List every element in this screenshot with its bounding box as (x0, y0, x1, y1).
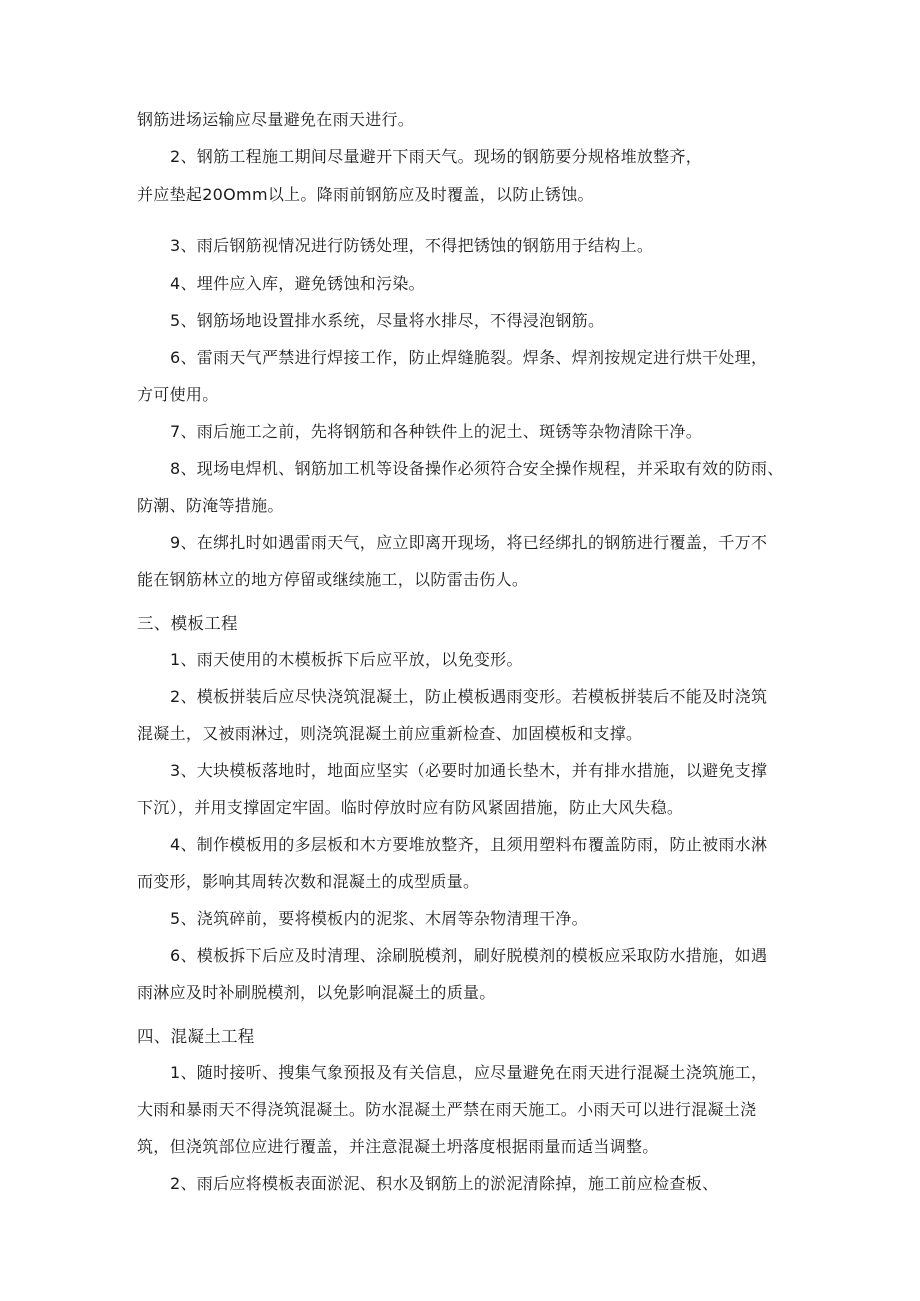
text-line: 而变形，影响其周转次数和混凝土的成型质量。 (137, 872, 480, 891)
text-line: 雨淋应及时补刷脱模剂，以免影响混凝土的质量。 (137, 983, 496, 1002)
text-line: 4、制作模板用的多层板和木方要堆放整齐，且须用塑料布覆盖防雨，防止被雨水淋 (170, 835, 768, 854)
text-line: 防潮、防淹等措施。 (137, 496, 284, 515)
text-line: 3、大块模板落地时，地面应坚实（必要时加通长垫木，并有排水措施，以避免支撑 (170, 761, 768, 780)
text-line: 1、随时接听、搜集气象预报及有关信息，应尽量避免在雨天进行混凝土浇筑施工， (170, 1063, 768, 1082)
text-line: 1、雨天使用的木模板拆下后应平放，以免变形。 (170, 650, 523, 669)
text-line: 9、在绑扎时如遇雷雨天气，应立即离开现场，将已经绑扎的钢筋进行覆盖，千万不 (170, 533, 768, 552)
text-line: 能在钢筋林立的地方停留或继续施工，以防雷击伤人。 (137, 570, 529, 589)
section-heading: 三、模板工程 (137, 614, 238, 633)
text-line: 8、现场电焊机、钢筋加工机等设备操作必须符合安全操作规程，并采取有效的防雨、 (170, 459, 784, 478)
text-line: 并应垫起20Omm以上。降雨前钢筋应及时覆盖，以防止锈蚀。 (137, 185, 594, 204)
text-line: 2、雨后应将模板表面淤泥、积水及钢筋上的淤泥清除掉，施工前应检查板、 (170, 1174, 719, 1193)
text-line: 4、埋件应入库，避免锈蚀和污染。 (170, 274, 425, 293)
text-line: 筑，但浇筑部位应进行覆盖，并注意混凝土坍落度根据雨量而适当调整。 (137, 1137, 659, 1156)
text-line: 2、钢筋工程施工期间尽量避开下雨天气。现场的钢筋要分规格堆放整齐， (170, 147, 703, 166)
text-line: 3、雨后钢筋视情况进行防锈处理，不得把锈蚀的钢筋用于结构上。 (170, 236, 654, 255)
text-line: 2、模板拼装后应尽快浇筑混凝土，防止模板遇雨变形。若模板拼装后不能及时浇筑 (170, 687, 768, 706)
text-line: 钢筋进场运输应尽量避免在雨天进行。 (137, 110, 415, 129)
text-line: 大雨和暴雨天不得浇筑混凝土。防水混凝土严禁在雨天施工。小雨天可以进行混凝土浇 (137, 1100, 757, 1119)
text-line: 6、模板拆下后应及时清理、涂刷脱模剂，刷好脱模剂的模板应采取防水措施，如遇 (170, 946, 768, 965)
text-line: 7、雨后施工之前，先将钢筋和各种铁件上的泥土、斑锈等杂物清除干净。 (170, 422, 703, 441)
text-line: 方可使用。 (137, 385, 219, 404)
text-line: 5、浇筑碎前，要将模板内的泥浆、木屑等杂物清理干净。 (170, 909, 588, 928)
section-heading: 四、混凝土工程 (137, 1027, 255, 1046)
text-line: 下沉），并用支撑固定牢固。临时停放时应有防风紧固措施，防止大风失稳。 (137, 798, 684, 817)
text-line: 6、雷雨天气严禁进行焊接工作，防止焊缝脆裂。焊条、焊剂按规定进行烘干处理， (170, 348, 768, 367)
text-line: 混凝土，又被雨淋过，则浇筑混凝土前应重新检查、加固模板和支撑。 (137, 724, 643, 743)
text-line: 5、钢筋场地设置排水系统，尽量将水排尽，不得浸泡钢筋。 (170, 311, 605, 330)
